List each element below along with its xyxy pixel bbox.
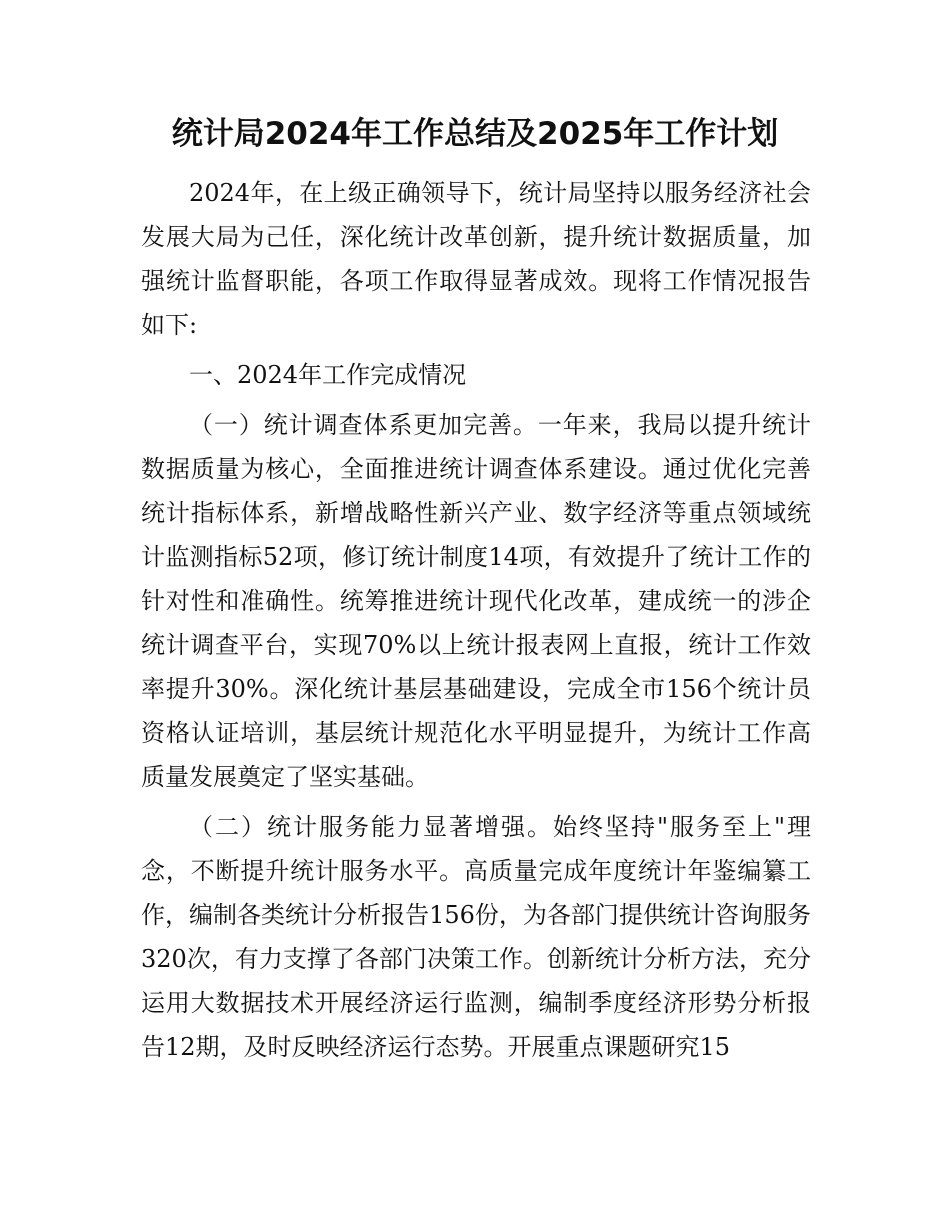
intro-paragraph: 2024年，在上级正确领导下，统计局坚持以服务经济社会发展大局为己任，深化统计改革创新，提升统计数据质量，加强统计监督职能，各项工作取得显著成效。现将工作情况报告如下:	[141, 179, 811, 339]
section-heading-2024-work: 一、2024年工作完成情况	[189, 361, 467, 389]
document-title: 统计局2024年工作总结及2025年工作计划	[171, 116, 779, 152]
section-2-paragraph: （二）统计服务能力显著增强。始终坚持"服务至上"理念，不断提升统计服务水平。高质量完成年度统计年鉴编纂工作，编制各类统计分析报告156份，为各部门提供统计咨询服务320次，有力支撑了各部门决策工作。创新统计分析方法，充分运用大数据技术开展经济运行监测，编制季度经济形势分析报告12期，及时反映经济运行态势。开展重点课题研究15	[141, 813, 811, 1061]
section-1-paragraph: （一）统计调查体系更加完善。一年来，我局以提升统计数据质量为核心，全面推进统计调查体系建设。通过优化完善统计指标体系，新增战略性新兴产业、数字经济等重点领域统计监测指标52项，修订统计制度14项，有效提升了统计工作的针对性和准确性。统筹推进统计现代化改革，建成统一的涉企统计调查平台，实现70%以上统计报表网上直报，统计工作效率提升30%。深化统计基层基础建设，完成全市156个统计员资格认证培训，基层统计规范化水平明显提升，为统计工作高质量发展奠定了坚实基础。	[141, 411, 811, 791]
